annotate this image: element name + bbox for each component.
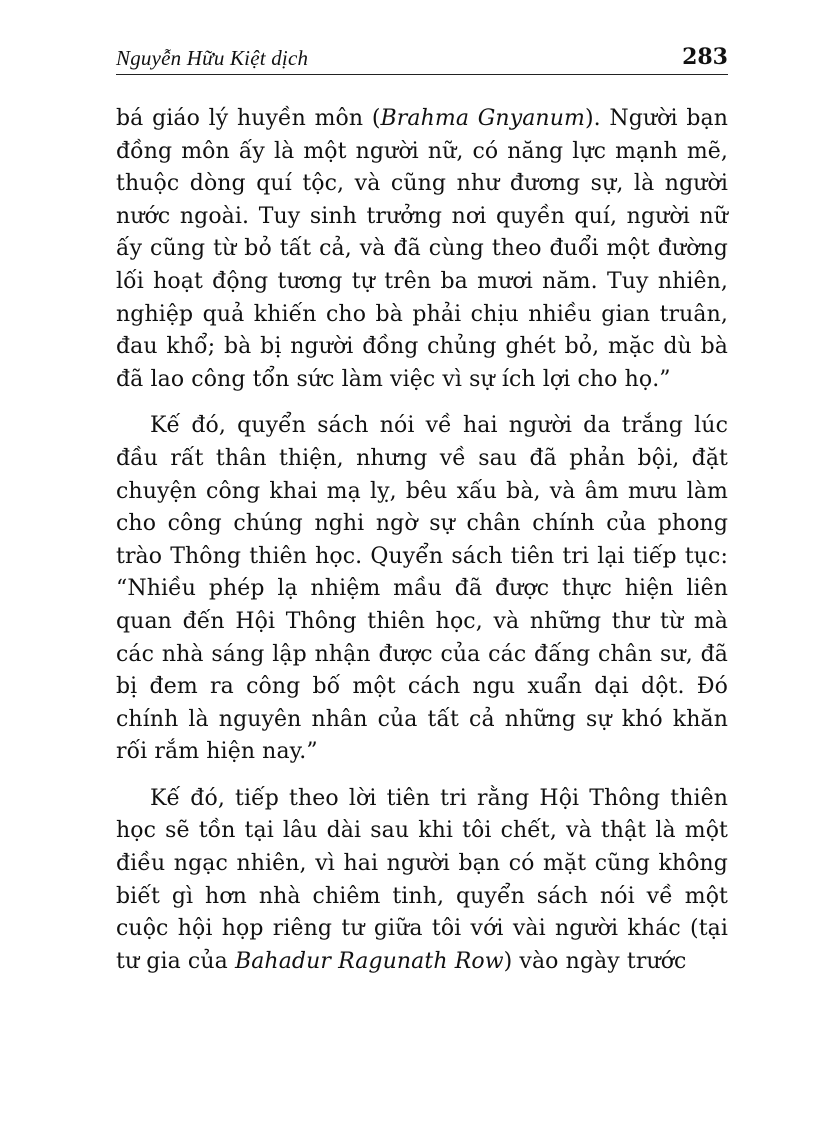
- paragraph-2: Kế đó, quyển sách nói về hai người da trắng lúc đầu rất thân thiện, nhưng về sau đã phản bội, đặt chuyện công khai mạ lỵ, bêu xấu bà, và âm mưu làm cho công chúng nghi ngờ sự chân chính của phong trào Thông thiên học. Quyển sách tiên tri lại tiếp tục: “Nhiều phép lạ nhiệm mầu đã được thực hiện liên quan đến Hội Thông thiên học, và những thư từ mà các nhà sáng lập nhận được của các đấng chân sư, đã bị đem ra công bố một cách ngu xuẩn dại dột. Đó chính là nguyên nhân của tất cả những sự khó khăn rối rắm hiện nay.”: [116, 413, 728, 765]
- paragraph-1: [116, 103, 728, 396]
- body-text: [116, 103, 728, 978]
- paragraph-3-emphasis: Bahadur Ragunath Row: [234, 948, 504, 974]
- paragraph-1-emphasis: Brahma Gnyanum: [380, 106, 585, 131]
- paragraph-3-text-b: ) vào ngày trước: [503, 948, 687, 974]
- paragraph-1-text-a: bá giáo lý huyền môn (: [116, 106, 381, 131]
- page-number: 283: [682, 44, 728, 70]
- book-page: [116, 44, 728, 978]
- running-header: [116, 44, 728, 75]
- paragraph-1-text-b: ). Người bạn đồng môn ấy là một người nữ, có năng lực mạnh mẽ, thuộc dòng quí tộc, và cũng như đương sự, là người nước ngoài. Tuy sinh trưởng nơi quyền quí, người nữ ấy cũng từ bỏ tất cả, và đã cùng theo đuổi một đường lối hoạt động tương tự trên ba mươi năm. Tuy nhiên, nghiệp quả khiến cho bà phải chịu nhiều gian truân, đau khổ; bà bị người đồng chủng ghét bỏ, mặc dù bà đã lao công tổn sức làm việc vì sự ích lợi cho họ.”: [116, 106, 729, 392]
- paragraph-3-text-a: Kế đó, tiếp theo lời tiên tri rằng Hội Thông thiên học sẽ tồn tại lâu dài sau khi tôi chết, và thật là một điều ngạc nhiên, vì hai người bạn có mặt cũng không biết gì hơn nhà chiêm tinh, quyển sách nói về một cuộc hội họp riêng tư giữa tôi với vài người khác (tại tư gia của: [116, 785, 728, 974]
- paragraph-3: [116, 783, 728, 979]
- header-translator: Nguyễn Hữu Kiệt dịch: [116, 46, 309, 70]
